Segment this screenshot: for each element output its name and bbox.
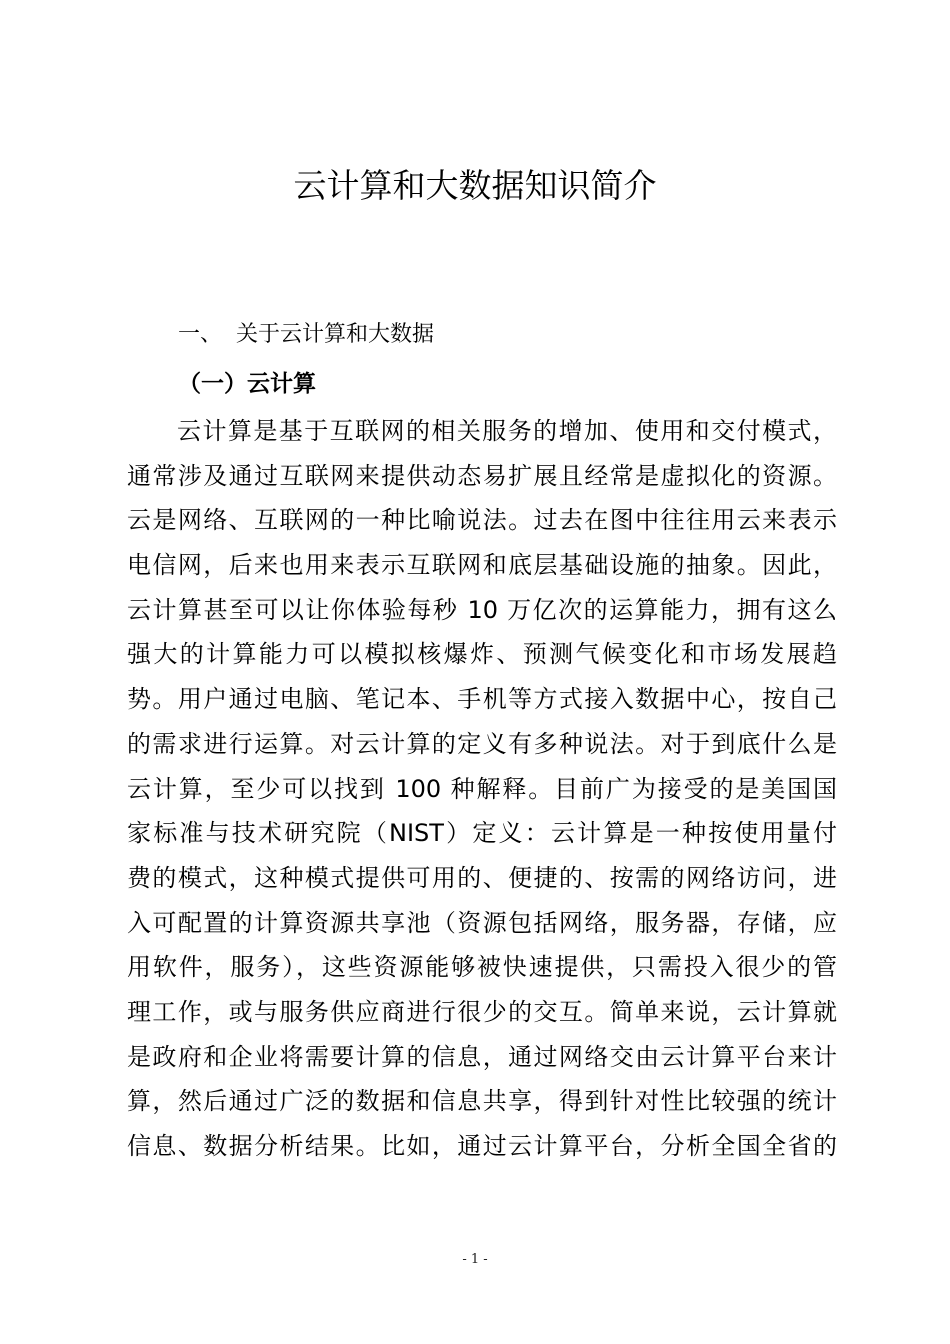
paragraph-line: 的需求进行运算。对云计算的定义有多种说法。对于到底什么是 [127,729,837,758]
body-paragraph [127,409,837,1169]
paragraph-line: 用软件，服务），这些资源能够被快速提供，只需投入很少的管 [127,953,837,982]
paragraph-line: 云是网络、互联网的一种比喻说法。过去在图中往往用云来表示 [127,506,837,535]
subsection-heading: （一）云计算 [178,371,316,397]
paragraph-line: 云计算甚至可以让你体验每秒 10 万亿次的运算能力，拥有这么 [127,595,837,624]
paragraph-line: 理工作，或与服务供应商进行很少的交互。简单来说，云计算就 [127,997,837,1026]
paragraph-line: 家标准与技术研究院（NIST）定义：云计算是一种按使用量付 [127,819,837,848]
paragraph-line: 通常涉及通过互联网来提供动态易扩展且经常是虚拟化的资源。 [127,461,837,490]
paragraph-line: 云计算，至少可以找到 100 种解释。目前广为接受的是美国国 [127,774,837,803]
paragraph-line: 是政府和企业将需要计算的信息，通过网络交由云计算平台来计 [127,1042,837,1071]
paragraph-line: 势。用户通过电脑、笔记本、手机等方式接入数据中心，按自己 [127,685,837,714]
paragraph-line: 云计算是基于互联网的相关服务的增加、使用和交付模式， [177,417,837,445]
paragraph-line: 算，然后通过广泛的数据和信息共享，得到针对性比较强的统计 [127,1087,837,1116]
paragraph-line: 电信网，后来也用来表示互联网和底层基础设施的抽象。因此， [127,551,837,580]
page-number: - 1 - [462,1252,488,1267]
paragraph-line: 强大的计算能力可以模拟核爆炸、预测气候变化和市场发展趋 [127,640,837,669]
paragraph-line: 信息、数据分析结果。比如，通过云计算平台，分析全国全省的 [127,1132,837,1160]
paragraph-line: 费的模式，这种模式提供可用的、便捷的、按需的网络访问，进 [127,863,837,892]
paragraph-line: 入可配置的计算资源共享池（资源包括网络，服务器，存储，应 [127,908,837,937]
section-heading [178,317,434,353]
section-number: 一、 [178,322,223,347]
document-title: 云计算和大数据知识简介 [293,166,657,205]
section-label: 关于云计算和大数据 [236,322,435,347]
